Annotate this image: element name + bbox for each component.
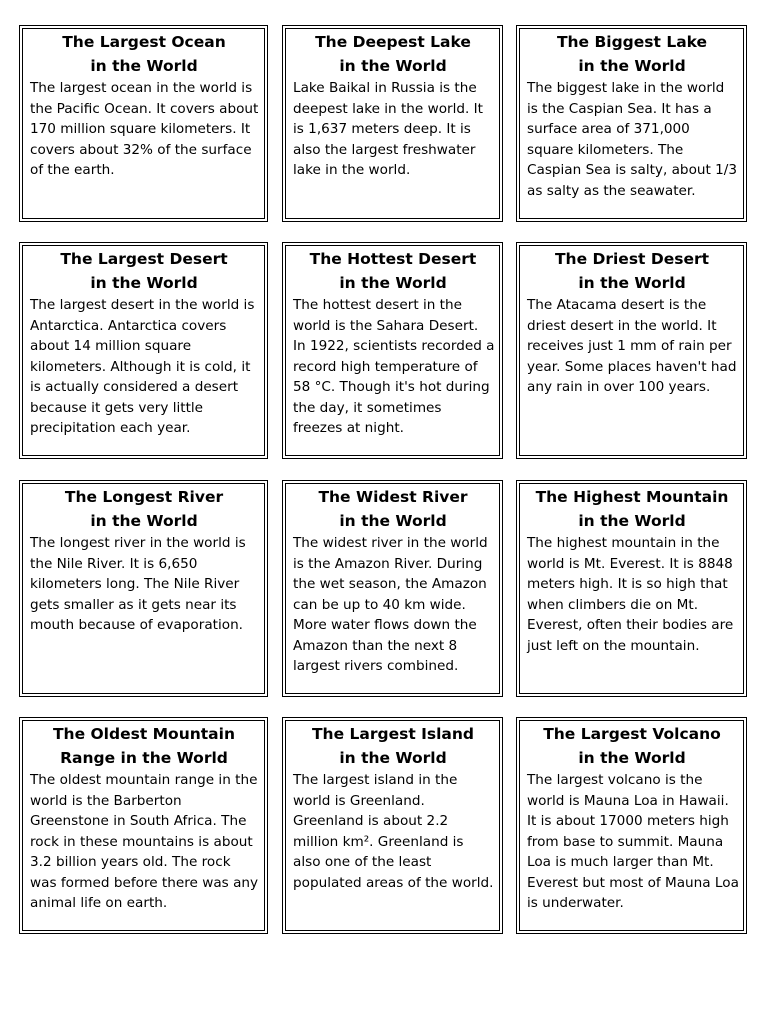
card-text: Lake Baikal in Russia is the deepest lake in the world. It is 1,637 meters deep. It is also the largest freshwater lake in the world. bbox=[293, 80, 484, 178]
card-title-line2: in the World bbox=[339, 56, 447, 75]
card-title-line2: in the World bbox=[339, 748, 447, 767]
card-largest-volcano bbox=[519, 720, 744, 931]
card-driest-desert bbox=[519, 245, 744, 456]
card-largest-desert bbox=[22, 245, 265, 456]
card-title-line1: The Widest River bbox=[318, 488, 468, 506]
card-title bbox=[293, 31, 499, 78]
card-text: The Atacama desert is the driest desert in the world. It receives just 1 mm of rain per year. Some places haven't had any rain in over 100 years. bbox=[527, 297, 737, 395]
card-title-line1: The Largest Island bbox=[311, 725, 475, 743]
card-title-line2: in the World bbox=[578, 748, 686, 767]
card-hottest-desert bbox=[285, 245, 500, 456]
card-text: The largest volcano is the world is Mauna Loa in Hawaii. It is about 17000 meters high from base to summit. Mauna Loa is much larger than Mt. Everest but most of Mauna Loa is underwater. bbox=[527, 772, 739, 911]
card-largest-ocean bbox=[22, 28, 265, 219]
card-title bbox=[293, 248, 499, 295]
card-title bbox=[30, 248, 264, 295]
card-title-line2: in the World bbox=[578, 56, 686, 75]
card-text: The biggest lake in the world is the Caspian Sea. It has a surface area of 371,000 square kilometers. The Caspian Sea is salty, about 1/3 as salty as the seawater. bbox=[527, 80, 738, 199]
card-text: The widest river in the world is the Amazon River. During the wet season, the Amazon can be up to 40 km wide. More water flows down the Amazon than the next 8 largest rivers combined. bbox=[293, 535, 488, 674]
card-title-line2: in the World bbox=[339, 273, 447, 292]
card-title bbox=[527, 486, 743, 533]
card-title-line2: in the World bbox=[90, 273, 198, 292]
card-text: The largest desert in the world is Antarctica. Antarctica covers about 14 million square kilometers. Although it is cold, it is actually considered a desert because it gets very little precipitation each year. bbox=[30, 297, 255, 436]
card-title bbox=[30, 486, 264, 533]
card-widest-river bbox=[285, 483, 500, 694]
card-title bbox=[293, 486, 499, 533]
card-title-line1: The Largest Desert bbox=[60, 250, 228, 268]
card-title bbox=[293, 723, 499, 770]
card-title-line1: The Largest Ocean bbox=[62, 33, 226, 51]
card-title-line1: The Deepest Lake bbox=[315, 33, 471, 51]
card-title bbox=[527, 248, 743, 295]
card-text: The longest river in the world is the Nile River. It is 6,650 kilometers long. The Nile River gets smaller as it gets near its mouth because of evaporation. bbox=[30, 535, 246, 633]
card-title-line2: in the World bbox=[90, 56, 198, 75]
card-title-line2: in the World bbox=[578, 273, 686, 292]
card-title-line1: The Highest Mountain bbox=[535, 488, 729, 506]
card-title-line1: The Longest River bbox=[64, 488, 224, 506]
card-text: The hottest desert in the world is the Sahara Desert. In 1922, scientists recorded a record high temperature of 58 °C. Though it's hot during the day, it sometimes freezes at night. bbox=[293, 297, 495, 436]
card-title-line1: The Oldest Mountain bbox=[52, 725, 235, 743]
card-title bbox=[527, 723, 743, 770]
card-text: The oldest mountain range in the world is the Barberton Greenstone in South Africa. The rock in these mountains is about 3.2 billion years old. The rock was formed before there was any animal life on earth. bbox=[30, 772, 259, 911]
card-title-line1: The Hottest Desert bbox=[309, 250, 477, 268]
card-title-line2: in the World bbox=[578, 511, 686, 530]
card-title-line1: The Biggest Lake bbox=[556, 33, 708, 51]
card-oldest-mountain-range bbox=[22, 720, 265, 931]
card-text: The largest ocean in the world is the Pacific Ocean. It covers about 170 million square kilometers. It covers about 32% of the surface of the earth. bbox=[30, 80, 259, 178]
card-text: The largest island in the world is Greenland. Greenland is about 2.2 million km². Greenland is also one of the least populated areas of the world. bbox=[293, 772, 494, 891]
card-title-line2: Range in the World bbox=[60, 748, 228, 767]
card-biggest-lake bbox=[519, 28, 744, 219]
card-title bbox=[30, 723, 264, 770]
card-title-line2: in the World bbox=[339, 511, 447, 530]
card-highest-mountain bbox=[519, 483, 744, 694]
card-title-line2: in the World bbox=[90, 511, 198, 530]
card-deepest-lake bbox=[285, 28, 500, 219]
card-longest-river bbox=[22, 483, 265, 694]
card-title bbox=[527, 31, 743, 78]
card-title-line1: The Driest Desert bbox=[554, 250, 710, 268]
card-largest-island bbox=[285, 720, 500, 931]
card-title bbox=[30, 31, 264, 78]
card-text: The highest mountain in the world is Mt. Everest. It is 8848 meters high. It is so high that when climbers die on Mt. Everest, often their bodies are just left on the mountain. bbox=[527, 535, 734, 654]
card-title-line1: The Largest Volcano bbox=[543, 725, 721, 743]
